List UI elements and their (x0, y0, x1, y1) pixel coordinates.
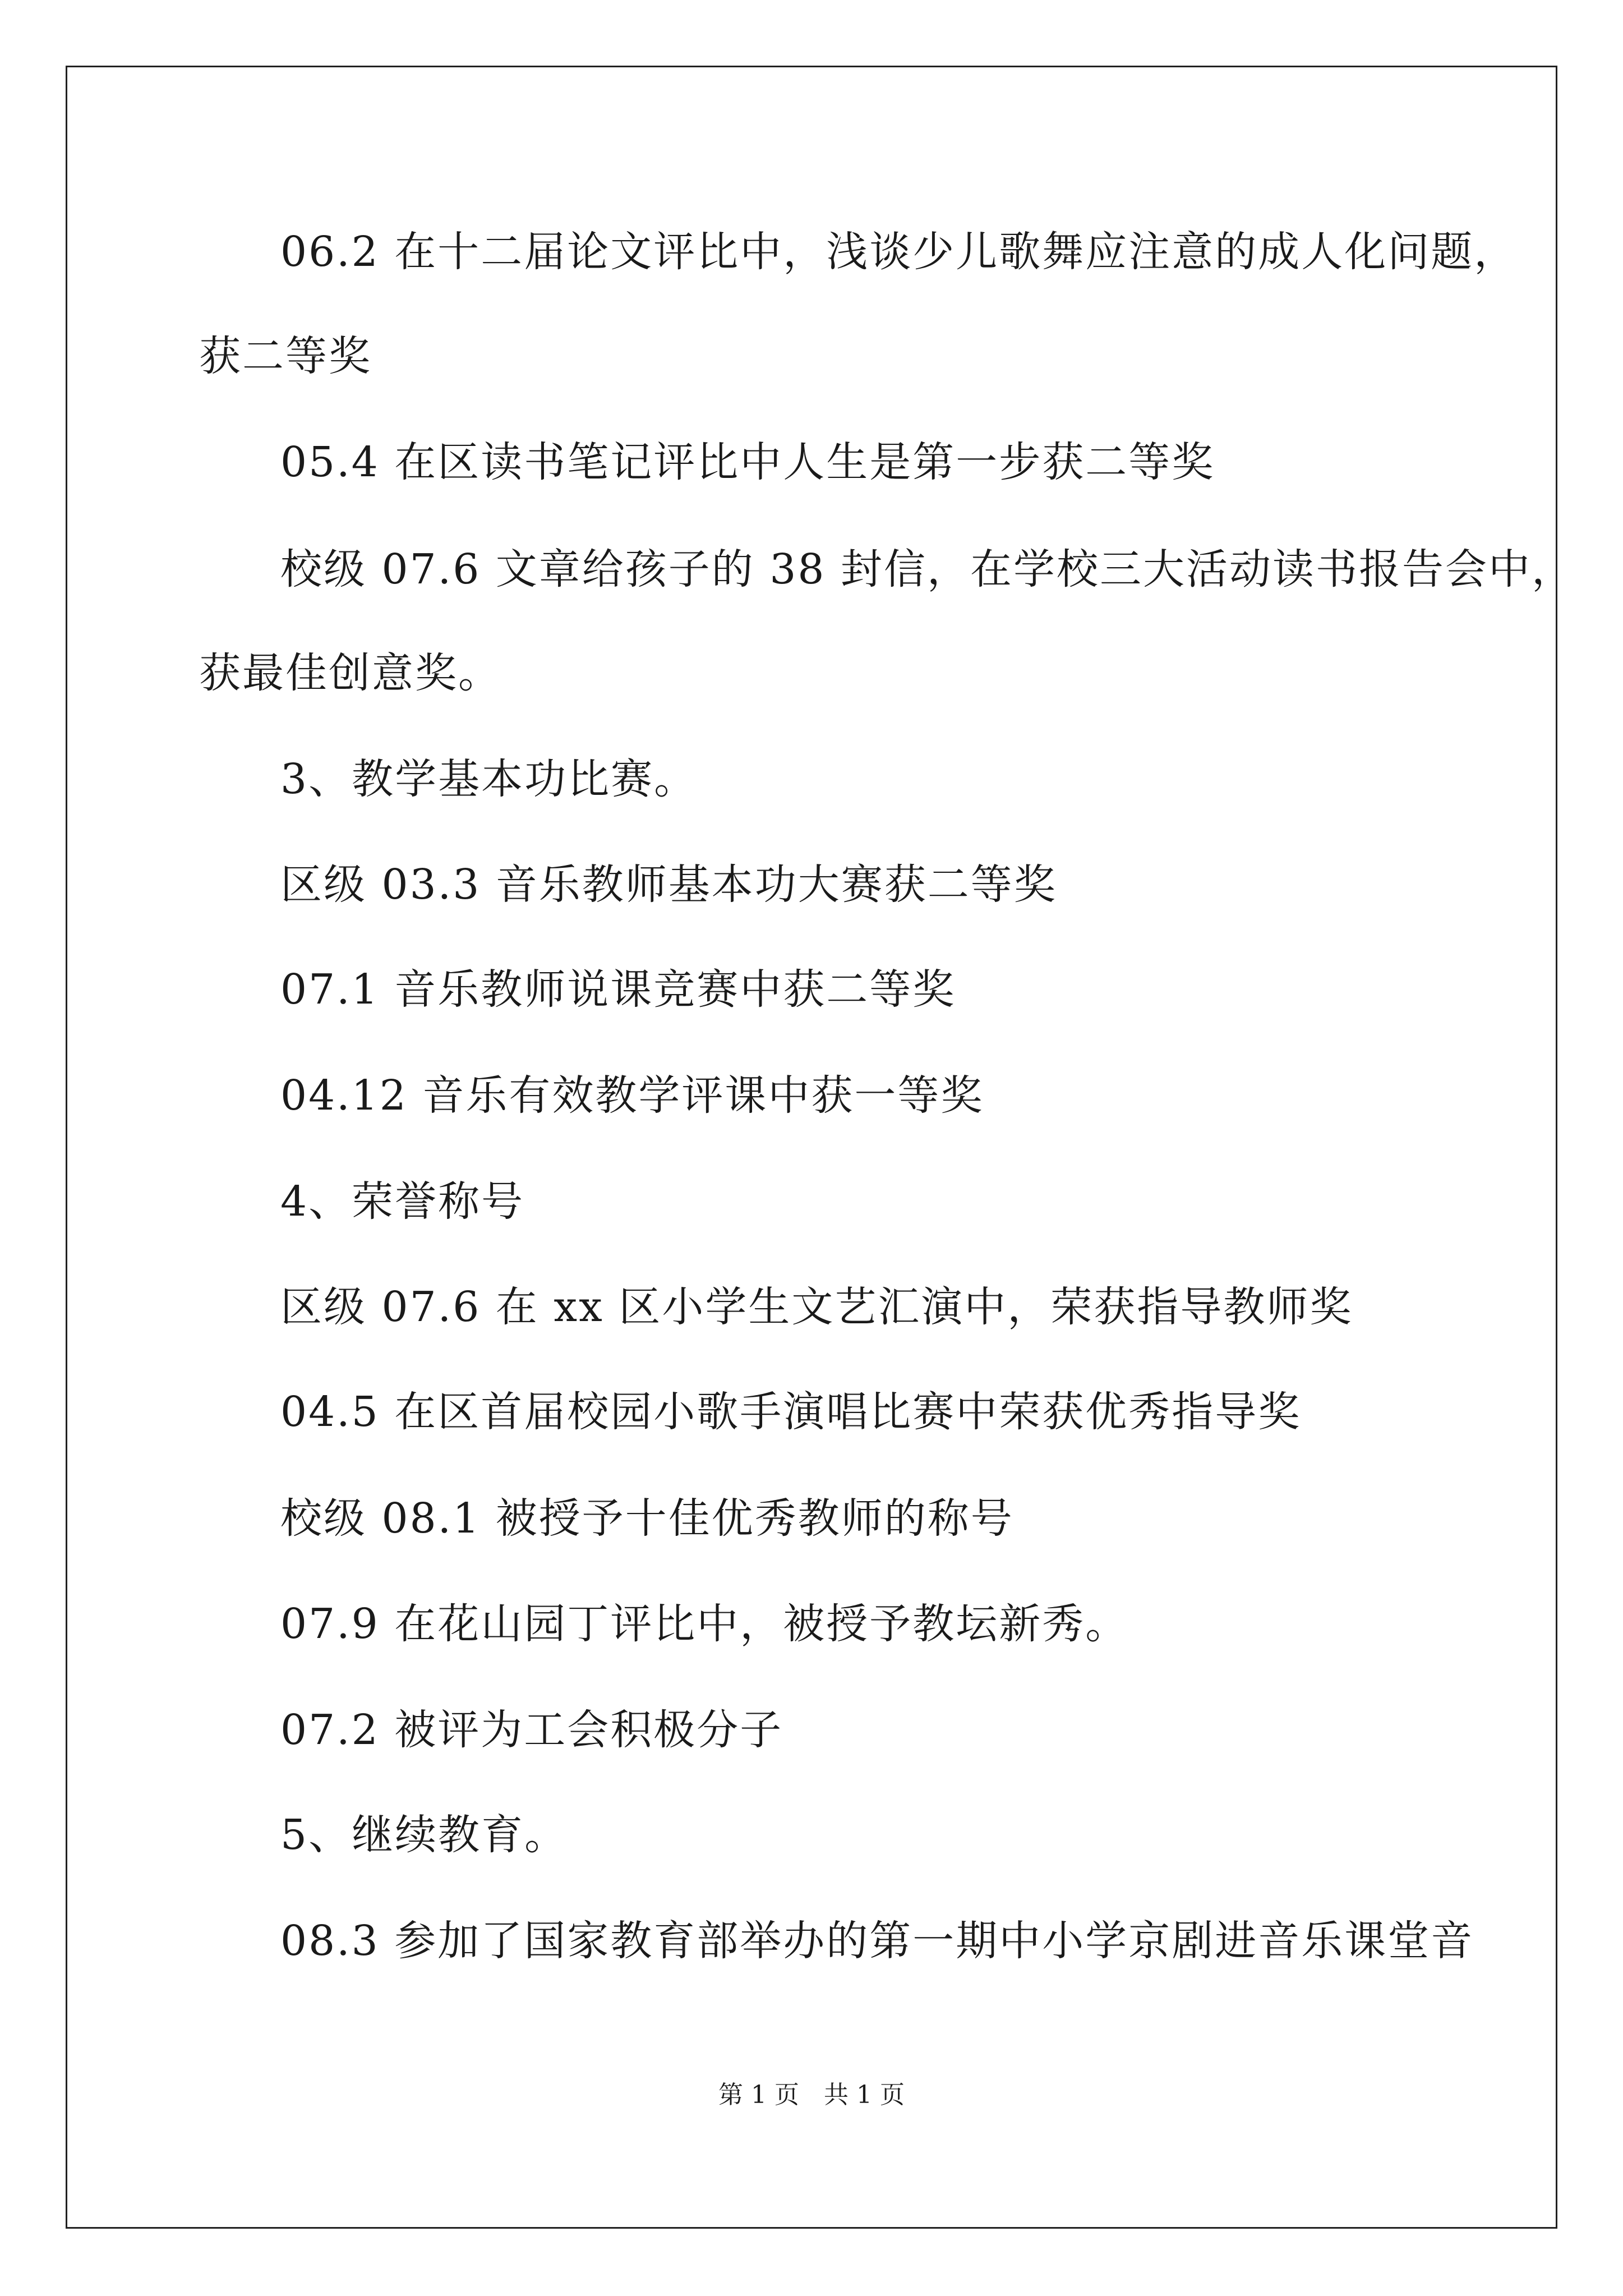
text-line-4: 校级 07.6 文章给孩子的 38 封信，在学校三大活动读书报告会中， (280, 545, 1575, 593)
text-line-13: 校级 08.1 被授予十佳优秀教师的称号 (280, 1494, 1014, 1543)
page-total: 共 1 页 (824, 2081, 905, 2109)
page-footer (0, 2083, 1623, 2108)
text-line-6: 3、教学基本功比赛。 (280, 755, 698, 803)
text-line-10: 4、荣誉称号 (280, 1177, 525, 1226)
text-line-16: 5、继续教育。 (280, 1811, 568, 1859)
text-line-3: 05.4 在区读书笔记评比中人生是第一步获二等奖 (280, 438, 1215, 486)
text-line-17: 08.3 参加了国家教育部举办的第一期中小学京剧进音乐课堂音 (280, 1917, 1474, 1965)
page-number: 第 1 页 (718, 2081, 799, 2109)
page-border (66, 66, 1557, 2229)
text-line-15: 07.2 被评为工会积极分子 (280, 1706, 783, 1754)
text-line-7: 区级 03.3 音乐教师基本功大赛获二等奖 (280, 861, 1057, 909)
text-line-14: 07.9 在花山园丁评比中，被授予教坛新秀。 (280, 1600, 1129, 1648)
text-line-5: 获最佳创意奖。 (199, 649, 501, 697)
text-line-11: 区级 07.6 在 xx 区小学生文艺汇演中，荣获指导教师奖 (280, 1283, 1353, 1331)
text-line-8: 07.1 音乐教师说课竞赛中获二等奖 (280, 965, 956, 1014)
text-line-1: 06.2 在十二届论文评比中，浅谈少儿歌舞应注意的成人化问题， (280, 228, 1518, 276)
text-line-12: 04.5 在区首届校园小歌手演唱比赛中荣获优秀指导奖 (280, 1388, 1302, 1436)
text-line-9: 04.12 音乐有效教学评课中获一等奖 (280, 1071, 984, 1120)
text-line-2: 获二等奖 (199, 332, 372, 380)
